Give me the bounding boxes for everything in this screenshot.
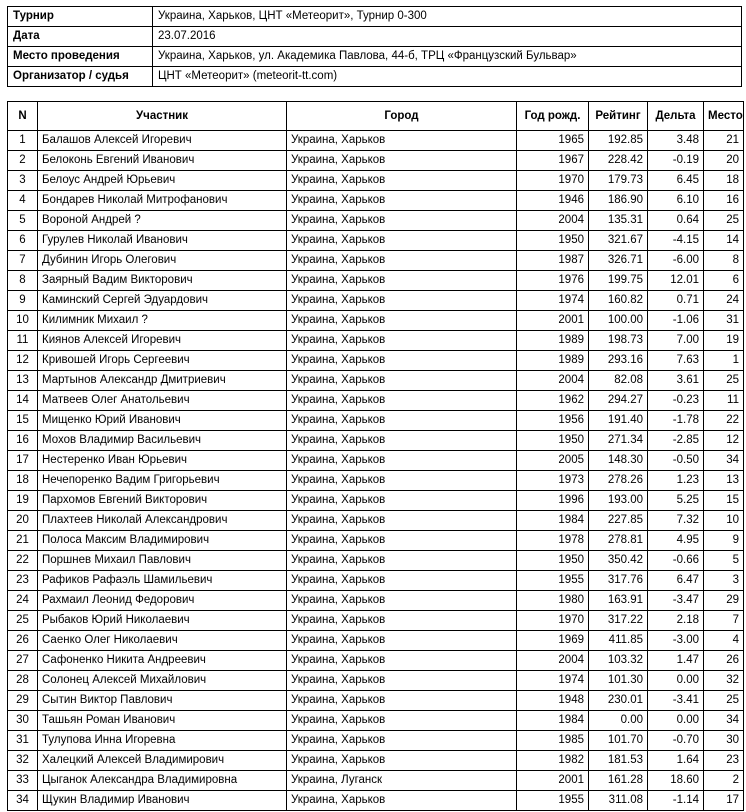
participant-name-cell: Бондарев Николай Митрофанович — [38, 191, 287, 211]
col-delta-header: Дельта — [648, 102, 704, 131]
row-number-cell: 7 — [8, 251, 38, 271]
birth-year-cell: 2004 — [517, 211, 589, 231]
place-cell: 29 — [704, 591, 744, 611]
delta-cell: -0.66 — [648, 551, 704, 571]
table-row — [8, 371, 744, 391]
participant-name-cell: Каминский Сергей Эдуардович — [38, 291, 287, 311]
info-value: Украина, Харьков, ул. Академика Павлова, 44-б, ТРЦ «Французский Бульвар» — [153, 47, 742, 67]
participant-name-cell: Нестеренко Иван Юрьевич — [38, 451, 287, 471]
delta-cell: 6.45 — [648, 171, 704, 191]
row-number-cell: 15 — [8, 411, 38, 431]
birth-year-cell: 1985 — [517, 731, 589, 751]
city-cell: Украина, Харьков — [287, 231, 517, 251]
participant-name-cell: Цыганок Александра Владимировна — [38, 771, 287, 791]
birth-year-cell: 1974 — [517, 291, 589, 311]
birth-year-cell: 1984 — [517, 511, 589, 531]
city-cell: Украина, Харьков — [287, 651, 517, 671]
table-row — [8, 391, 744, 411]
city-cell: Украина, Харьков — [287, 211, 517, 231]
birth-year-cell: 2004 — [517, 651, 589, 671]
table-row — [8, 491, 744, 511]
birth-year-cell: 1969 — [517, 631, 589, 651]
row-number-cell: 26 — [8, 631, 38, 651]
rating-cell: 350.42 — [589, 551, 648, 571]
row-number-cell: 23 — [8, 571, 38, 591]
row-number-cell: 34 — [8, 791, 38, 811]
birth-year-cell: 1996 — [517, 491, 589, 511]
delta-cell: 6.47 — [648, 571, 704, 591]
table-row — [8, 451, 744, 471]
col-participant-header: Участник — [38, 102, 287, 131]
place-cell: 25 — [704, 371, 744, 391]
table-row — [8, 211, 744, 231]
table-row — [8, 571, 744, 591]
city-cell: Украина, Луганск — [287, 771, 517, 791]
table-row — [8, 691, 744, 711]
delta-cell: 3.61 — [648, 371, 704, 391]
table-row — [8, 711, 744, 731]
delta-cell: -0.50 — [648, 451, 704, 471]
rating-cell: 411.85 — [589, 631, 648, 651]
place-cell: 32 — [704, 671, 744, 691]
delta-cell: 7.63 — [648, 351, 704, 371]
birth-year-cell: 1989 — [517, 331, 589, 351]
row-number-cell: 18 — [8, 471, 38, 491]
birth-year-cell: 1984 — [517, 711, 589, 731]
col-city-header: Город — [287, 102, 517, 131]
results-header-row — [8, 102, 744, 131]
city-cell: Украина, Харьков — [287, 391, 517, 411]
info-label: Место проведения — [8, 47, 153, 67]
city-cell: Украина, Харьков — [287, 551, 517, 571]
row-number-cell: 13 — [8, 371, 38, 391]
participant-name-cell: Килимник Михаил ? — [38, 311, 287, 331]
participant-name-cell: Дубинин Игорь Олегович — [38, 251, 287, 271]
city-cell: Украина, Харьков — [287, 171, 517, 191]
rating-cell: 161.28 — [589, 771, 648, 791]
city-cell: Украина, Харьков — [287, 191, 517, 211]
participant-name-cell: Ташьян Роман Иванович — [38, 711, 287, 731]
birth-year-cell: 1967 — [517, 151, 589, 171]
delta-cell: 5.25 — [648, 491, 704, 511]
city-cell: Украина, Харьков — [287, 691, 517, 711]
row-number-cell: 6 — [8, 231, 38, 251]
table-row — [8, 431, 744, 451]
place-cell: 2 — [704, 771, 744, 791]
row-number-cell: 9 — [8, 291, 38, 311]
table-row — [8, 771, 744, 791]
row-number-cell: 32 — [8, 751, 38, 771]
birth-year-cell: 1962 — [517, 391, 589, 411]
rating-cell: 271.34 — [589, 431, 648, 451]
row-number-cell: 12 — [8, 351, 38, 371]
place-cell: 14 — [704, 231, 744, 251]
city-cell: Украина, Харьков — [287, 571, 517, 591]
place-cell: 15 — [704, 491, 744, 511]
participant-name-cell: Тулупова Инна Игоревна — [38, 731, 287, 751]
delta-cell: 18.60 — [648, 771, 704, 791]
rating-cell: 186.90 — [589, 191, 648, 211]
participant-name-cell: Сытин Виктор Павлович — [38, 691, 287, 711]
delta-cell: 3.48 — [648, 131, 704, 151]
col-number-header: N — [8, 102, 38, 131]
delta-cell: -1.78 — [648, 411, 704, 431]
table-row — [8, 351, 744, 371]
place-cell: 30 — [704, 731, 744, 751]
delta-cell: 1.23 — [648, 471, 704, 491]
delta-cell: -0.19 — [648, 151, 704, 171]
table-row — [8, 551, 744, 571]
row-number-cell: 21 — [8, 531, 38, 551]
birth-year-cell: 1980 — [517, 591, 589, 611]
place-cell: 31 — [704, 311, 744, 331]
delta-cell: -1.06 — [648, 311, 704, 331]
birth-year-cell: 1950 — [517, 431, 589, 451]
info-value: 23.07.2016 — [153, 27, 742, 47]
city-cell: Украина, Харьков — [287, 451, 517, 471]
table-row — [8, 511, 744, 531]
rating-cell: 228.42 — [589, 151, 648, 171]
rating-cell: 163.91 — [589, 591, 648, 611]
rating-cell: 0.00 — [589, 711, 648, 731]
table-row — [8, 171, 744, 191]
table-row — [8, 251, 744, 271]
place-cell: 10 — [704, 511, 744, 531]
participant-name-cell: Рыбаков Юрий Николаевич — [38, 611, 287, 631]
row-number-cell: 20 — [8, 511, 38, 531]
rating-cell: 198.73 — [589, 331, 648, 351]
table-row — [8, 671, 744, 691]
participant-name-cell: Матвеев Олег Анатольевич — [38, 391, 287, 411]
birth-year-cell: 1970 — [517, 171, 589, 191]
place-cell: 12 — [704, 431, 744, 451]
participant-name-cell: Сафоненко Никита Андреевич — [38, 651, 287, 671]
results-body — [8, 131, 744, 811]
city-cell: Украина, Харьков — [287, 511, 517, 531]
participant-name-cell: Белоконь Евгений Иванович — [38, 151, 287, 171]
tournament-info-body — [8, 7, 742, 87]
row-number-cell: 11 — [8, 331, 38, 351]
place-cell: 5 — [704, 551, 744, 571]
participant-name-cell: Рафиков Рафаэль Шамильевич — [38, 571, 287, 591]
city-cell: Украина, Харьков — [287, 131, 517, 151]
table-row — [8, 591, 744, 611]
rating-cell: 101.30 — [589, 671, 648, 691]
rating-cell: 101.70 — [589, 731, 648, 751]
birth-year-cell: 2005 — [517, 451, 589, 471]
delta-cell: -3.41 — [648, 691, 704, 711]
row-number-cell: 24 — [8, 591, 38, 611]
delta-cell: -3.47 — [648, 591, 704, 611]
participant-name-cell: Плахтеев Николай Александрович — [38, 511, 287, 531]
birth-year-cell: 1976 — [517, 271, 589, 291]
table-row — [8, 751, 744, 771]
participant-name-cell: Нечепоренко Вадим Григорьевич — [38, 471, 287, 491]
rating-cell: 100.00 — [589, 311, 648, 331]
rating-cell: 293.16 — [589, 351, 648, 371]
row-number-cell: 29 — [8, 691, 38, 711]
row-number-cell: 30 — [8, 711, 38, 731]
info-row — [8, 47, 742, 67]
table-row — [8, 411, 744, 431]
col-birth-year-header: Год рожд. — [517, 102, 589, 131]
info-row — [8, 27, 742, 47]
row-number-cell: 31 — [8, 731, 38, 751]
rating-cell: 135.31 — [589, 211, 648, 231]
place-cell: 4 — [704, 631, 744, 651]
delta-cell: 1.64 — [648, 751, 704, 771]
birth-year-cell: 2004 — [517, 371, 589, 391]
rating-cell: 311.08 — [589, 791, 648, 811]
place-cell: 9 — [704, 531, 744, 551]
place-cell: 18 — [704, 171, 744, 191]
city-cell: Украина, Харьков — [287, 631, 517, 651]
city-cell: Украина, Харьков — [287, 531, 517, 551]
row-number-cell: 22 — [8, 551, 38, 571]
birth-year-cell: 2001 — [517, 771, 589, 791]
place-cell: 8 — [704, 251, 744, 271]
table-row — [8, 531, 744, 551]
delta-cell: 1.47 — [648, 651, 704, 671]
participant-name-cell: Полоса Максим Владимирович — [38, 531, 287, 551]
rating-cell: 278.81 — [589, 531, 648, 551]
info-value: Украина, Харьков, ЦНТ «Метеорит», Турнир 0-300 — [153, 7, 742, 27]
participant-name-cell: Поршнев Михаил Павлович — [38, 551, 287, 571]
delta-cell: 0.00 — [648, 711, 704, 731]
table-row — [8, 191, 744, 211]
rating-cell: 317.76 — [589, 571, 648, 591]
city-cell: Украина, Харьков — [287, 331, 517, 351]
place-cell: 26 — [704, 651, 744, 671]
delta-cell: 7.32 — [648, 511, 704, 531]
place-cell: 6 — [704, 271, 744, 291]
rating-cell: 192.85 — [589, 131, 648, 151]
place-cell: 3 — [704, 571, 744, 591]
place-cell: 17 — [704, 791, 744, 811]
delta-cell: 2.18 — [648, 611, 704, 631]
birth-year-cell: 1955 — [517, 571, 589, 591]
table-row — [8, 131, 744, 151]
row-number-cell: 19 — [8, 491, 38, 511]
city-cell: Украина, Харьков — [287, 751, 517, 771]
row-number-cell: 28 — [8, 671, 38, 691]
info-label: Турнир — [8, 7, 153, 27]
rating-cell: 148.30 — [589, 451, 648, 471]
participant-name-cell: Пархомов Евгений Викторович — [38, 491, 287, 511]
table-row — [8, 271, 744, 291]
delta-cell: 12.01 — [648, 271, 704, 291]
participant-name-cell: Саенко Олег Николаевич — [38, 631, 287, 651]
delta-cell: 4.95 — [648, 531, 704, 551]
city-cell: Украина, Харьков — [287, 431, 517, 451]
tournament-info-table — [7, 6, 742, 87]
rating-cell: 278.26 — [589, 471, 648, 491]
city-cell: Украина, Харьков — [287, 611, 517, 631]
delta-cell: 0.71 — [648, 291, 704, 311]
rating-cell: 179.73 — [589, 171, 648, 191]
table-row — [8, 311, 744, 331]
delta-cell: 0.00 — [648, 671, 704, 691]
delta-cell: -2.85 — [648, 431, 704, 451]
place-cell: 21 — [704, 131, 744, 151]
table-row — [8, 231, 744, 251]
place-cell: 11 — [704, 391, 744, 411]
place-cell: 25 — [704, 691, 744, 711]
birth-year-cell: 1956 — [517, 411, 589, 431]
info-value: ЦНТ «Метеорит» (meteorit-tt.com) — [153, 67, 742, 87]
city-cell: Украина, Харьков — [287, 291, 517, 311]
rating-cell: 230.01 — [589, 691, 648, 711]
birth-year-cell: 2001 — [517, 311, 589, 331]
rating-cell: 193.00 — [589, 491, 648, 511]
city-cell: Украина, Харьков — [287, 151, 517, 171]
table-row — [8, 651, 744, 671]
delta-cell: 6.10 — [648, 191, 704, 211]
table-row — [8, 791, 744, 811]
city-cell: Украина, Харьков — [287, 311, 517, 331]
birth-year-cell: 1982 — [517, 751, 589, 771]
table-row — [8, 631, 744, 651]
participant-name-cell: Рахмаил Леонид Федорович — [38, 591, 287, 611]
place-cell: 16 — [704, 191, 744, 211]
delta-cell: -6.00 — [648, 251, 704, 271]
city-cell: Украина, Харьков — [287, 791, 517, 811]
row-number-cell: 8 — [8, 271, 38, 291]
row-number-cell: 14 — [8, 391, 38, 411]
table-row — [8, 331, 744, 351]
rating-cell: 199.75 — [589, 271, 648, 291]
row-number-cell: 3 — [8, 171, 38, 191]
row-number-cell: 27 — [8, 651, 38, 671]
table-row — [8, 471, 744, 491]
birth-year-cell: 1950 — [517, 231, 589, 251]
birth-year-cell: 1970 — [517, 611, 589, 631]
participant-name-cell: Кривошей Игорь Сергеевич — [38, 351, 287, 371]
col-place-header: Место — [704, 102, 744, 131]
city-cell: Украина, Харьков — [287, 411, 517, 431]
city-cell: Украина, Харьков — [287, 731, 517, 751]
city-cell: Украина, Харьков — [287, 351, 517, 371]
place-cell: 34 — [704, 451, 744, 471]
results-table — [7, 101, 744, 811]
participant-name-cell: Балашов Алексей Игоревич — [38, 131, 287, 151]
delta-cell: -3.00 — [648, 631, 704, 651]
delta-cell: -4.15 — [648, 231, 704, 251]
birth-year-cell: 1989 — [517, 351, 589, 371]
row-number-cell: 16 — [8, 431, 38, 451]
place-cell: 19 — [704, 331, 744, 351]
participant-name-cell: Щукин Владимир Иванович — [38, 791, 287, 811]
city-cell: Украина, Харьков — [287, 491, 517, 511]
rating-cell: 317.22 — [589, 611, 648, 631]
city-cell: Украина, Харьков — [287, 251, 517, 271]
participant-name-cell: Белоус Андрей Юрьевич — [38, 171, 287, 191]
delta-cell: 0.64 — [648, 211, 704, 231]
row-number-cell: 10 — [8, 311, 38, 331]
rating-cell: 82.08 — [589, 371, 648, 391]
info-row — [8, 67, 742, 87]
participant-name-cell: Солонец Алексей Михайлович — [38, 671, 287, 691]
col-rating-header: Рейтинг — [589, 102, 648, 131]
info-label: Дата — [8, 27, 153, 47]
participant-name-cell: Гурулев Николай Иванович — [38, 231, 287, 251]
table-row — [8, 731, 744, 751]
city-cell: Украина, Харьков — [287, 591, 517, 611]
place-cell: 23 — [704, 751, 744, 771]
place-cell: 34 — [704, 711, 744, 731]
row-number-cell: 1 — [8, 131, 38, 151]
place-cell: 7 — [704, 611, 744, 631]
birth-year-cell: 1987 — [517, 251, 589, 271]
delta-cell: -0.23 — [648, 391, 704, 411]
birth-year-cell: 1965 — [517, 131, 589, 151]
table-row — [8, 151, 744, 171]
rating-cell: 227.85 — [589, 511, 648, 531]
participant-name-cell: Халецкий Алексей Владимирович — [38, 751, 287, 771]
rating-cell: 294.27 — [589, 391, 648, 411]
table-row — [8, 611, 744, 631]
place-cell: 13 — [704, 471, 744, 491]
birth-year-cell: 1946 — [517, 191, 589, 211]
participant-name-cell: Мартынов Александр Дмитриевич — [38, 371, 287, 391]
table-row — [8, 291, 744, 311]
place-cell: 25 — [704, 211, 744, 231]
row-number-cell: 4 — [8, 191, 38, 211]
birth-year-cell: 1948 — [517, 691, 589, 711]
rating-cell: 160.82 — [589, 291, 648, 311]
participant-name-cell: Киянов Алексей Игоревич — [38, 331, 287, 351]
birth-year-cell: 1955 — [517, 791, 589, 811]
participant-name-cell: Мищенко Юрий Иванович — [38, 411, 287, 431]
rating-cell: 103.32 — [589, 651, 648, 671]
place-cell: 1 — [704, 351, 744, 371]
participant-name-cell: Заярный Вадим Викторович — [38, 271, 287, 291]
row-number-cell: 33 — [8, 771, 38, 791]
place-cell: 22 — [704, 411, 744, 431]
row-number-cell: 17 — [8, 451, 38, 471]
city-cell: Украина, Харьков — [287, 671, 517, 691]
delta-cell: -1.14 — [648, 791, 704, 811]
rating-cell: 321.67 — [589, 231, 648, 251]
participant-name-cell: Вороной Андрей ? — [38, 211, 287, 231]
row-number-cell: 25 — [8, 611, 38, 631]
birth-year-cell: 1973 — [517, 471, 589, 491]
place-cell: 20 — [704, 151, 744, 171]
rating-cell: 191.40 — [589, 411, 648, 431]
info-row — [8, 7, 742, 27]
birth-year-cell: 1978 — [517, 531, 589, 551]
place-cell: 24 — [704, 291, 744, 311]
info-label: Организатор / судья — [8, 67, 153, 87]
city-cell: Украина, Харьков — [287, 371, 517, 391]
birth-year-cell: 1974 — [517, 671, 589, 691]
participant-name-cell: Мохов Владимир Васильевич — [38, 431, 287, 451]
city-cell: Украина, Харьков — [287, 711, 517, 731]
row-number-cell: 5 — [8, 211, 38, 231]
rating-cell: 181.53 — [589, 751, 648, 771]
birth-year-cell: 1950 — [517, 551, 589, 571]
delta-cell: -0.70 — [648, 731, 704, 751]
row-number-cell: 2 — [8, 151, 38, 171]
city-cell: Украина, Харьков — [287, 271, 517, 291]
rating-cell: 326.71 — [589, 251, 648, 271]
city-cell: Украина, Харьков — [287, 471, 517, 491]
delta-cell: 7.00 — [648, 331, 704, 351]
